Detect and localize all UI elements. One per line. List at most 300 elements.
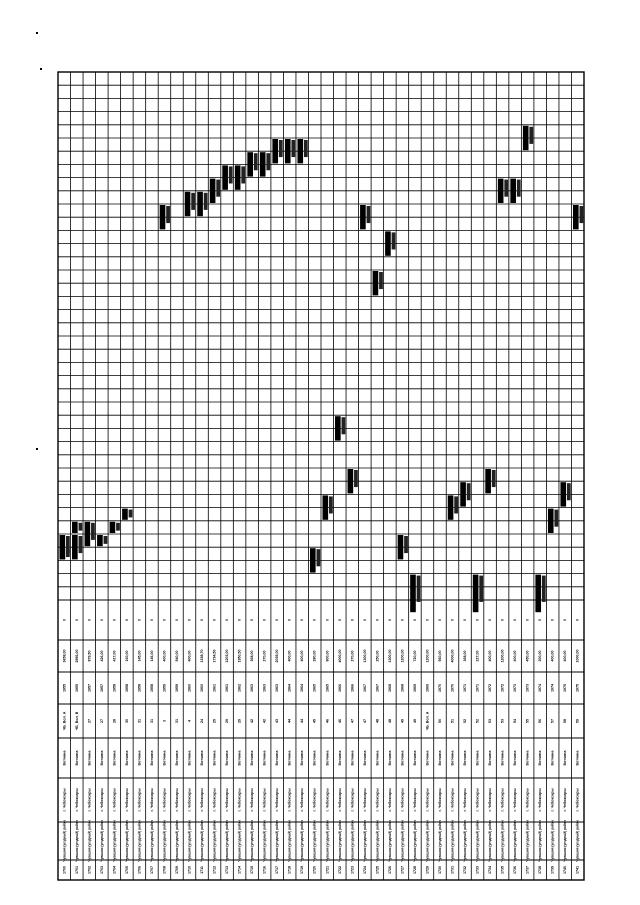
cell-num: ЧБ_Вол_В xyxy=(74,711,79,731)
entry-mark-text xyxy=(529,127,533,144)
cell-id: 1735 xyxy=(500,866,505,874)
cell-district: Чувашия (уездный) район xyxy=(112,820,117,862)
cell-area: 1300,00 xyxy=(362,649,367,663)
entry-mark-text xyxy=(479,576,483,602)
entry-mark xyxy=(410,575,416,613)
entry-mark-text xyxy=(79,523,83,531)
cell-id: 1724 xyxy=(362,866,367,874)
cell-num: 46 xyxy=(325,719,330,723)
entry-mark xyxy=(185,192,191,216)
cell-type: Вотчина xyxy=(463,750,468,766)
cell-district: Чувашия (уездный) район xyxy=(62,820,67,862)
cell-flag: 0 xyxy=(425,619,430,621)
cell-flag: 0 xyxy=(387,619,392,621)
cell-area: 400,00 xyxy=(300,650,305,662)
cell-area: 426,00 xyxy=(99,650,104,662)
cell-type: Вотчина xyxy=(137,750,142,766)
cell-district: Чувашия (уездный) район xyxy=(325,820,330,862)
cell-type: Вотчина xyxy=(513,750,518,766)
entry-mark xyxy=(323,495,329,519)
cell-id: 1715 xyxy=(250,866,255,874)
cell-area: 400,00 xyxy=(563,650,568,662)
cell-area: 400,00 xyxy=(287,650,292,662)
cell-area: 227,00 xyxy=(475,650,480,662)
entry-mark xyxy=(122,509,128,520)
entry-mark xyxy=(260,152,266,176)
cell-area: 160,00 xyxy=(124,650,129,662)
cell-num: 47 xyxy=(362,719,367,723)
cell-area: 1300,00 xyxy=(387,649,392,663)
cell-place: г. Чебоксары xyxy=(187,788,192,812)
cell-district: Чувашия (уездный) район xyxy=(362,820,367,862)
cell-year: 1970 xyxy=(450,684,455,692)
cell-flag: 0 xyxy=(287,619,292,621)
cell-district: Чувашия (уездный) район xyxy=(162,820,167,862)
cell-type: Вотчина xyxy=(237,750,242,766)
cell-place: г. Чебоксары xyxy=(287,788,292,812)
cell-place: г. Чебоксары xyxy=(350,788,355,812)
entry-mark xyxy=(272,139,278,163)
cell-num: 54 xyxy=(513,719,518,723)
cell-type: Вотчина xyxy=(287,750,292,766)
cell-flag: 0 xyxy=(437,619,442,621)
cell-num: 42 xyxy=(262,719,267,723)
entry-mark-text xyxy=(316,549,320,566)
cell-type: Вотчина xyxy=(300,750,305,766)
cell-num: 31 xyxy=(174,719,179,723)
cell-num: 25 xyxy=(212,719,217,723)
cell-area: 1950,50 xyxy=(237,649,242,663)
cell-place: г. Чебоксары xyxy=(74,788,79,812)
cell-flag: 0 xyxy=(262,619,267,621)
cell-district: Чувашия (уездный) район xyxy=(337,820,342,862)
cell-district: Чувашия (уездный) район xyxy=(387,820,392,862)
entry-mark xyxy=(498,179,504,203)
entry-mark-text xyxy=(129,510,133,518)
cell-num: 48 xyxy=(387,719,392,723)
entry-mark xyxy=(548,509,554,533)
entry-mark xyxy=(97,535,103,546)
cell-id: 1702 xyxy=(87,866,92,874)
cell-num: 3 xyxy=(162,720,167,722)
cell-year: 1974 xyxy=(538,684,543,692)
cell-district: Чувашия (уездный) район xyxy=(475,820,480,862)
cell-flag: 0 xyxy=(563,619,568,621)
cell-place: г. Чебоксары xyxy=(124,788,129,812)
cell-id: 1732 xyxy=(463,866,468,874)
cell-place: г. Чебоксары xyxy=(312,788,317,812)
cell-flag: 0 xyxy=(312,619,317,621)
cell-year: 1973 xyxy=(525,684,530,692)
cell-district: Чувашия (уездный) район xyxy=(149,820,154,862)
cell-year: 1955 xyxy=(74,684,79,692)
cell-place: г. Чебоксары xyxy=(425,788,430,812)
cell-flag: 0 xyxy=(149,619,154,621)
cell-id: 1734 xyxy=(488,866,493,874)
cell-num: 48 xyxy=(375,719,380,723)
entry-mark-text xyxy=(367,206,371,223)
entry-mark-text xyxy=(166,206,170,223)
cell-type: Вотчина xyxy=(550,750,555,766)
cell-area: 2956,00 xyxy=(74,649,79,663)
cell-year: 1972 xyxy=(500,684,505,692)
cell-type: Вотчина xyxy=(187,750,192,766)
cell-type: Вотчина xyxy=(149,750,154,766)
cell-flag: 0 xyxy=(137,619,142,621)
cell-year: 1957 xyxy=(87,684,92,692)
cell-flag: 0 xyxy=(250,619,255,621)
cell-id: 1717 xyxy=(275,866,280,874)
cell-id: 1707 xyxy=(149,866,154,874)
entry-mark-text xyxy=(291,140,295,157)
entry-mark-text xyxy=(342,417,346,434)
cell-district: Чувашия (уездный) район xyxy=(488,820,493,862)
cell-id: 1730 xyxy=(437,866,442,874)
entry-mark-text xyxy=(392,232,396,249)
cell-year: 1973 xyxy=(513,684,518,692)
entry-mark xyxy=(285,139,291,163)
cell-flag: 0 xyxy=(187,619,192,621)
cell-place: г. Чебоксары xyxy=(275,788,280,812)
cell-year: 1971 xyxy=(463,684,468,692)
cell-flag: 0 xyxy=(362,619,367,621)
cell-year: 1968 xyxy=(400,684,405,692)
cell-type: Вотчина xyxy=(575,750,580,766)
cell-area: 1000,00 xyxy=(575,649,580,663)
entry-mark xyxy=(247,152,253,176)
cell-flag: 0 xyxy=(62,619,67,621)
cell-type: Вотчина xyxy=(74,750,79,766)
cell-district: Чувашия (уездный) район xyxy=(287,820,292,862)
entry-mark xyxy=(373,271,379,295)
cell-year: 1965 xyxy=(312,684,317,692)
cell-num: ЧБ_Вол_А xyxy=(425,711,430,731)
cell-type: Вотчина xyxy=(500,750,505,766)
cell-district: Чувашия (уездный) район xyxy=(450,820,455,862)
cell-district: Чувашия (уездный) район xyxy=(425,820,430,862)
cell-flag: 0 xyxy=(225,619,230,621)
entry-mark xyxy=(72,522,78,533)
cell-place: г. Чебоксары xyxy=(212,788,217,812)
cell-type: Вотчина xyxy=(538,750,543,766)
cell-area: 270,00 xyxy=(262,650,267,662)
cell-place: г. Чебоксары xyxy=(412,788,417,812)
cell-id: 1723 xyxy=(350,866,355,874)
entry-mark-text xyxy=(417,576,421,602)
cell-type: Вотчина xyxy=(250,750,255,766)
cell-type: Вотчина xyxy=(475,750,480,766)
cell-year: 1974 xyxy=(550,684,555,692)
cell-flag: 0 xyxy=(74,619,79,621)
entry-mark xyxy=(473,575,479,613)
cell-year: 1965 xyxy=(325,684,330,692)
cell-flag: 0 xyxy=(450,619,455,621)
cell-place: г. Чебоксары xyxy=(550,788,555,812)
cell-year: 1967 xyxy=(375,684,380,692)
cell-district: Чувашия (уездный) район xyxy=(350,820,355,862)
cell-flag: 0 xyxy=(237,619,242,621)
cell-district: Чувашия (уездный) район xyxy=(237,820,242,862)
cell-num: 58 xyxy=(563,719,568,723)
cell-num: 51 xyxy=(450,719,455,723)
cell-id: 1718 xyxy=(287,866,292,874)
cell-type: Вотчина xyxy=(412,750,417,766)
entry-mark xyxy=(60,548,66,559)
cell-area: 2035,00 xyxy=(275,649,280,663)
cell-flag: 0 xyxy=(488,619,493,621)
cell-type: Вотчина xyxy=(262,750,267,766)
cell-place: г. Чебоксары xyxy=(149,788,154,812)
cell-type: Вотчина xyxy=(450,750,455,766)
entry-mark-text xyxy=(567,483,571,500)
cell-area: 879,50 xyxy=(87,650,92,662)
cell-id: 1739 xyxy=(550,866,555,874)
cell-place: г. Чебоксары xyxy=(437,788,442,812)
cell-place: г. Чебоксары xyxy=(337,788,342,812)
cell-district: Чувашия (уездный) район xyxy=(513,820,518,862)
cell-place: г. Чебоксары xyxy=(112,788,117,812)
cell-type: Вотчина xyxy=(124,750,129,766)
entry-mark xyxy=(348,469,354,493)
cell-place: г. Чебоксары xyxy=(563,788,568,812)
cell-flag: 0 xyxy=(337,619,342,621)
entry-mark-text xyxy=(191,193,195,210)
cell-id: 1741 xyxy=(575,866,580,874)
cell-flag: 0 xyxy=(112,619,117,621)
cell-district: Чувашия (уездный) район xyxy=(212,820,217,862)
cell-place: г. Чебоксары xyxy=(262,788,267,812)
cell-area: 400,00 xyxy=(162,650,167,662)
cell-id: 1709 xyxy=(174,866,179,874)
entry-mark-text xyxy=(404,536,408,553)
cell-area: 145,00 xyxy=(137,650,142,662)
cell-flag: 0 xyxy=(500,619,505,621)
cell-flag: 0 xyxy=(212,619,217,621)
cell-num: 24 xyxy=(200,719,205,723)
cell-place: г. Чебоксары xyxy=(450,788,455,812)
cell-num: 31 xyxy=(137,719,142,723)
cell-district: Чувашия (уездный) район xyxy=(275,820,280,862)
cell-flag: 0 xyxy=(400,619,405,621)
cell-id: 1706 xyxy=(137,866,142,874)
cell-id: 1719 xyxy=(300,866,305,874)
cell-place: г. Чебоксары xyxy=(575,788,580,812)
entry-mark xyxy=(385,231,391,255)
cell-id: 1714 xyxy=(237,866,242,874)
cell-type: Вотчина xyxy=(112,750,117,766)
entry-mark xyxy=(448,495,454,519)
cell-flag: 0 xyxy=(350,619,355,621)
cell-area: 1338,70 xyxy=(200,649,205,663)
cell-id: 1729 xyxy=(425,866,430,874)
cell-flag: 0 xyxy=(200,619,205,621)
cell-flag: 0 xyxy=(463,619,468,621)
cell-area: 560,00 xyxy=(437,650,442,662)
cell-district: Чувашия (уездный) район xyxy=(200,820,205,862)
cell-district: Чувашия (уездный) район xyxy=(563,820,568,862)
cell-num: 50 xyxy=(437,719,442,723)
cell-num: 44 xyxy=(300,719,305,723)
cell-place: г. Чебоксары xyxy=(325,788,330,812)
entry-mark-text xyxy=(329,496,333,513)
entry-mark-text xyxy=(66,549,70,557)
cell-place: г. Чебоксары xyxy=(99,788,104,812)
cell-type: Вотчина xyxy=(62,750,67,766)
entry-mark xyxy=(72,535,78,559)
cell-district: Чувашия (уездный) район xyxy=(437,820,442,862)
cell-num: 59 xyxy=(575,719,580,723)
cell-num: 53 xyxy=(500,719,505,723)
cell-year: 1963 xyxy=(262,684,267,692)
entry-mark xyxy=(210,179,216,203)
cell-type: Вотчина xyxy=(87,750,92,766)
entry-mark xyxy=(560,482,566,506)
cell-district: Чувашия (уездный) район xyxy=(463,820,468,862)
cell-year: 1967 xyxy=(362,684,367,692)
cell-year: 1969 xyxy=(412,684,417,692)
cell-type: Вотчина xyxy=(212,750,217,766)
cell-id: 1726 xyxy=(387,866,392,874)
entry-mark-text xyxy=(492,470,496,487)
cell-num: 43 xyxy=(275,719,280,723)
cell-num: 49 xyxy=(412,719,417,723)
cell-type: Вотчина xyxy=(275,750,280,766)
cell-num: 42 xyxy=(250,719,255,723)
cell-year: 1958 xyxy=(149,684,154,692)
cell-num: 44 xyxy=(287,719,292,723)
cell-year: 1970 xyxy=(437,684,442,692)
cell-place: г. Чебоксары xyxy=(137,788,142,812)
cell-district: Чувашия (уездный) район xyxy=(225,820,230,862)
cell-year: 1966 xyxy=(350,684,355,692)
cell-num: 47 xyxy=(350,719,355,723)
cell-flag: 0 xyxy=(575,619,580,621)
cell-year: 1960 xyxy=(187,684,192,692)
cell-id: 1721 xyxy=(325,866,330,874)
entry-mark xyxy=(485,469,491,493)
cell-area: 400,00 xyxy=(513,650,518,662)
cell-area: 1203,00 xyxy=(225,649,230,663)
cell-district: Чувашия (уездный) район xyxy=(375,820,380,862)
cell-district: Чувашия (уездный) район xyxy=(174,820,179,862)
cell-district: Чувашия (уездный) район xyxy=(312,820,317,862)
entry-mark-text xyxy=(216,180,220,197)
cell-place: г. Чебоксары xyxy=(488,788,493,812)
cell-id: 1716 xyxy=(262,866,267,874)
cell-num: 52 xyxy=(463,719,468,723)
entry-mark-text xyxy=(79,536,83,553)
cell-id: 1731 xyxy=(450,866,455,874)
entry-mark-text xyxy=(304,140,308,157)
cell-num: ЧБ_Вол_А xyxy=(62,711,67,731)
cell-id: 1728 xyxy=(412,866,417,874)
cell-area: 270,00 xyxy=(350,650,355,662)
cell-flag: 0 xyxy=(475,619,480,621)
entry-mark xyxy=(297,139,303,163)
cell-area: 540,00 xyxy=(174,650,179,662)
cell-type: Вотчина xyxy=(350,750,355,766)
cell-year: 1958 xyxy=(124,684,129,692)
cell-place: г. Чебоксары xyxy=(500,788,505,812)
cell-year: 1964 xyxy=(287,684,292,692)
cell-flag: 0 xyxy=(174,619,179,621)
cell-num: 52 xyxy=(475,719,480,723)
cell-num: 46 xyxy=(337,719,342,723)
cell-id: 1736 xyxy=(513,866,518,874)
cell-district: Чувашия (уездный) район xyxy=(300,820,305,862)
entry-mark xyxy=(110,522,116,533)
cell-place: г. Чебоксары xyxy=(525,788,530,812)
cell-district: Чувашия (уездный) район xyxy=(74,820,79,862)
cell-num: 49 xyxy=(400,719,405,723)
cell-flag: 0 xyxy=(99,619,104,621)
cell-num: 29 xyxy=(237,719,242,723)
cell-year: 1964 xyxy=(300,684,305,692)
cell-area: 4000,00 xyxy=(337,649,342,663)
cell-num: 31 xyxy=(149,719,154,723)
cell-place: г. Чебоксары xyxy=(513,788,518,812)
scan-speck xyxy=(36,32,38,34)
entry-mark-text xyxy=(204,193,208,210)
cell-year: 1968 xyxy=(387,684,392,692)
entry-mark xyxy=(235,165,241,189)
cell-flag: 0 xyxy=(325,619,330,621)
cell-num: 30 xyxy=(124,719,129,723)
cell-num: 4 xyxy=(187,720,192,722)
cell-type: Вотчина xyxy=(325,750,330,766)
cell-district: Чувашия (уездный) район xyxy=(137,820,142,862)
cell-id: 1737 xyxy=(525,866,530,874)
entry-mark xyxy=(335,416,341,440)
entry-mark-text xyxy=(354,470,358,487)
cell-year: 1961 xyxy=(212,684,217,692)
entry-mark-text xyxy=(467,483,471,500)
cell-area: 417,00 xyxy=(112,650,117,662)
cell-area: 368,00 xyxy=(463,650,468,662)
cell-flag: 0 xyxy=(300,619,305,621)
cell-district: Чувашия (уездный) район xyxy=(87,820,92,862)
entry-mark-text xyxy=(579,206,583,223)
cell-district: Чувашия (уездный) район xyxy=(575,820,580,862)
cell-area: 1200,00 xyxy=(400,649,405,663)
cell-id: 1733 xyxy=(475,866,480,874)
entry-mark-text xyxy=(91,523,95,540)
cell-num: 28 xyxy=(112,719,117,723)
cell-area: 3658,00 xyxy=(62,649,67,663)
cell-flag: 0 xyxy=(550,619,555,621)
entry-mark xyxy=(197,192,203,216)
entry-mark-text xyxy=(279,140,283,157)
entry-mark xyxy=(573,205,579,229)
cell-id: 1710 xyxy=(187,866,192,874)
cell-year: 1958 xyxy=(112,684,117,692)
cell-year: 1959 xyxy=(174,684,179,692)
cell-flag: 0 xyxy=(87,619,92,621)
cell-year: 1975 xyxy=(563,684,568,692)
cell-district: Чувашия (уездный) район xyxy=(412,820,417,862)
cell-year: 1971 xyxy=(475,684,480,692)
cell-type: Вотчина xyxy=(488,750,493,766)
cell-type: Вотчина xyxy=(337,750,342,766)
entry-mark-text xyxy=(517,180,521,197)
cell-flag: 0 xyxy=(412,619,417,621)
cell-id: 1708 xyxy=(162,866,167,874)
cell-place: г. Чебоксары xyxy=(387,788,392,812)
entry-mark-text xyxy=(254,153,258,170)
entry-mark-text xyxy=(241,166,245,183)
cell-area: 450,00 xyxy=(525,650,530,662)
cell-place: г. Чебоксары xyxy=(300,788,305,812)
